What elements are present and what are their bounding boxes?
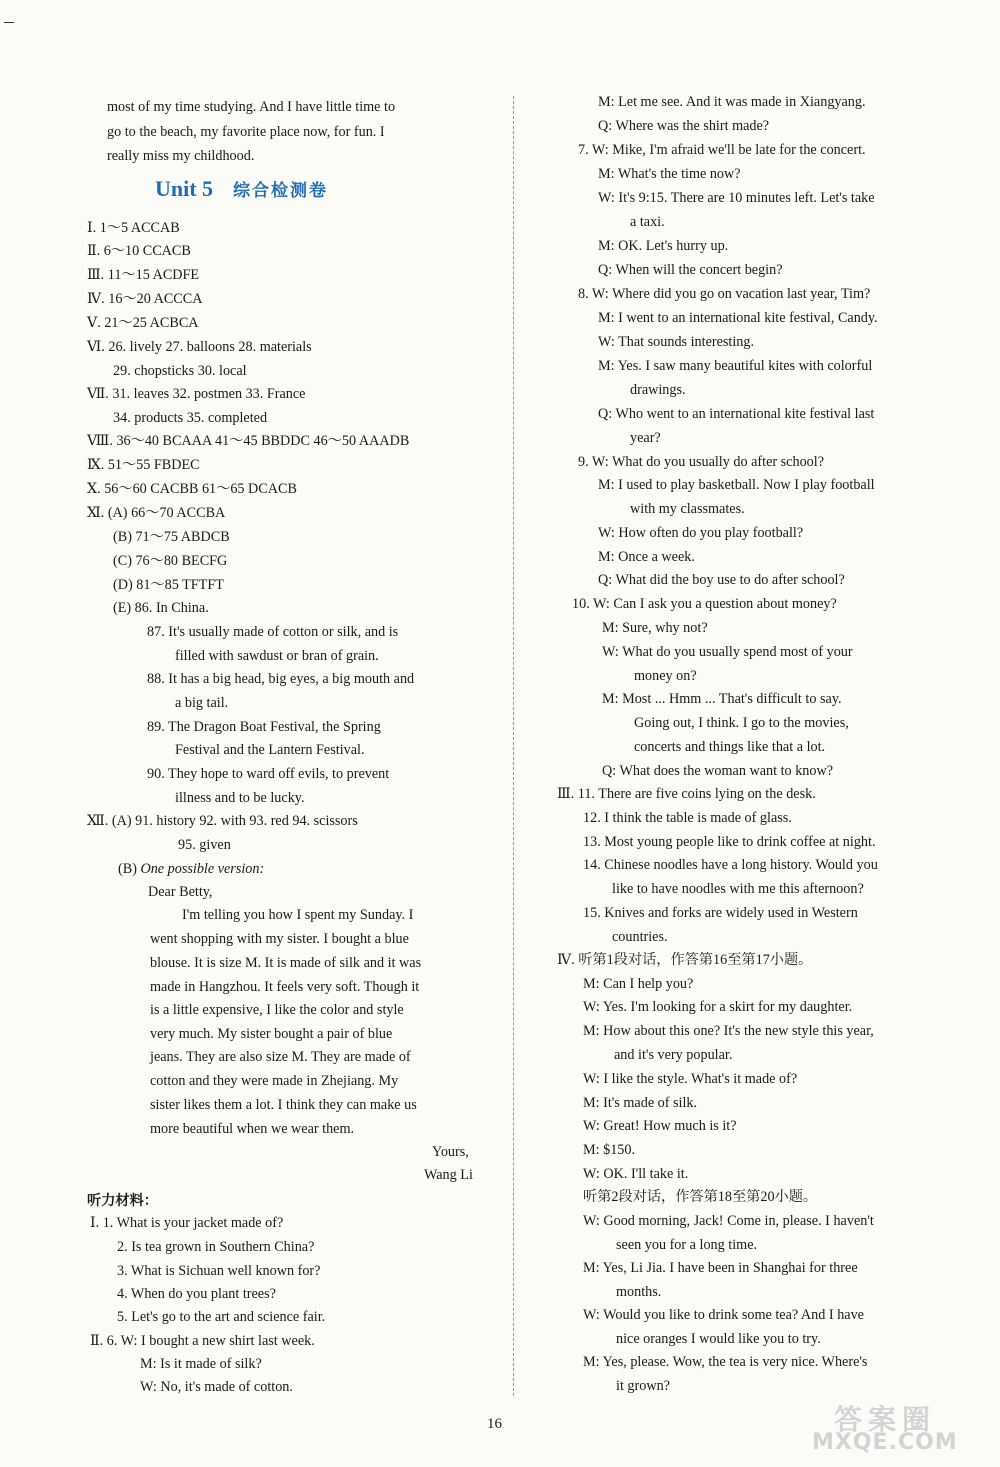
script-line: M: Yes, please. Wow, the tea is very nice. Where's: [583, 1354, 868, 1370]
script-line: W: That sounds interesting.: [598, 334, 755, 350]
letter-signature: Wang Li: [424, 1167, 473, 1183]
answer-line: 89. The Dragon Boat Festival, the Spring: [147, 719, 381, 735]
letter-line: very much. My sister bought a pair of blue: [150, 1026, 393, 1042]
script-line: Going out, I think. I go to the movies,: [634, 715, 849, 731]
watermark-logo-text: 答案圈: [834, 1403, 937, 1436]
answer-line: (E) 86. In China.: [113, 600, 209, 616]
letter-line: jeans. They are also size M. They are made of: [150, 1049, 411, 1065]
page-number: 16: [487, 1416, 502, 1432]
watermark-url: MXQE.COM: [812, 1430, 958, 1455]
answer-line: 87. It's usually made of cotton or silk, and is: [147, 624, 399, 640]
answer-line: Ⅺ. (A) 66～70 ACCBA: [87, 505, 226, 521]
script-line: W: What do you usually spend most of your: [602, 644, 853, 660]
listening-line: 3. What is Sichuan well known for?: [117, 1263, 321, 1279]
writing-part-label: (B): [118, 861, 141, 877]
answer-line: Ⅶ. 31. leaves 32. postmen 33. France: [87, 386, 306, 402]
listening-line: 2. Is tea grown in Southern China?: [117, 1239, 315, 1255]
script-line: 13. Most young people like to drink coffee at night.: [583, 834, 876, 850]
answer-line: illness and to be lucky.: [175, 790, 305, 806]
script-line: M: Most ... Hmm ... That's difficult to say.: [602, 691, 842, 707]
script-line: W: I like the style. What's it made of?: [583, 1071, 798, 1087]
script-line: 7. W: Mike, I'm afraid we'll be late for the concert.: [578, 142, 866, 158]
listening-line: 4. When do you plant trees?: [117, 1286, 276, 1302]
script-line: M: OK. Let's hurry up.: [598, 238, 729, 254]
script-line: 12. I think the table is made of glass.: [583, 810, 792, 826]
script-line: 14. Chinese noodles have a long history. Would you: [583, 857, 878, 873]
letter-line: I'm telling you how I spent my Sunday. I: [182, 907, 414, 923]
script-line: M: Yes. I saw many beautiful kites with colorful: [598, 358, 873, 374]
answer-line: (C) 76～80 BECFG: [113, 553, 228, 569]
script-line: M: It's made of silk.: [583, 1095, 698, 1111]
script-line: it grown?: [616, 1378, 670, 1394]
script-line: drawings.: [630, 382, 686, 398]
script-line: W: Yes. I'm looking for a skirt for my daughter.: [583, 999, 853, 1015]
script-line: M: I went to an international kite festival, Candy.: [598, 310, 878, 326]
intro-line: most of my time studying. And I have little time to: [107, 99, 396, 115]
answer-line: Ⅷ. 36～40 BCAAA 41～45 BBDDC 46～50 AAADB: [87, 433, 410, 449]
answer-line: 29. chopsticks 30. local: [113, 363, 247, 379]
answer-line: Ⅹ. 56～60 CACBB 61～65 DCACB: [87, 481, 297, 497]
unit-title: Unit 5: [155, 176, 214, 201]
script-line: W: Great! How much is it?: [583, 1118, 737, 1134]
answer-line: a big tail.: [175, 695, 229, 711]
answer-line: Ⅵ. 26. lively 27. balloons 28. materials: [87, 339, 312, 355]
listening-line: 5. Let's go to the art and science fair.: [117, 1309, 326, 1325]
script-line: Q: Who went to an international kite festival last: [598, 406, 875, 422]
script-line: M: Yes, Li Jia. I have been in Shanghai for three: [583, 1260, 858, 1276]
answer-line: Ⅲ. 11～15 ACDFE: [87, 267, 200, 283]
listening-line: Ⅰ. 1. What is your jacket made of?: [90, 1215, 284, 1231]
script-line: months.: [616, 1284, 662, 1300]
watermark: [812, 1398, 992, 1458]
answer-line: (D) 81～85 TFTFT: [113, 577, 224, 593]
script-line: 15. Knives and forks are widely used in Western: [583, 905, 858, 921]
unit-subtitle: 综合检测卷: [233, 181, 329, 200]
letter-closing: Yours,: [432, 1144, 469, 1160]
script-line: 8. W: Where did you go on vacation last year, Tim?: [578, 286, 871, 302]
answer-line: (B) 71～75 ABDCB: [113, 529, 230, 545]
answer-line: 88. It has a big head, big eyes, a big mouth and: [147, 671, 415, 687]
script-line: M: I used to play basketball. Now I play football: [598, 477, 875, 493]
answer-line: 34. products 35. completed: [113, 410, 268, 426]
script-line: Ⅲ. 11. There are five coins lying on the desk.: [557, 786, 816, 802]
letter-line: more beautiful when we wear them.: [150, 1121, 355, 1137]
answer-line: Ⅻ. (A) 91. history 92. with 93. red 94. scissors: [87, 813, 358, 829]
script-line: 10. W: Can I ask you a question about money?: [572, 596, 837, 612]
writing-label: [118, 860, 264, 878]
letter-line: is a little expensive, I like the color and style: [150, 1002, 404, 1018]
answer-line: Ⅳ. 16～20 ACCCA: [87, 291, 203, 307]
script-line: W: Would you like to drink some tea? And I have: [583, 1307, 864, 1323]
script-line: M: Once a week.: [598, 549, 695, 565]
script-line: Q: When will the concert begin?: [598, 262, 783, 278]
script-line: and it's very popular.: [614, 1047, 733, 1063]
unit-heading: [155, 176, 455, 208]
column-divider: [513, 96, 515, 1396]
script-line: with my classmates.: [630, 501, 745, 517]
answer-line: filled with sawdust or bran of grain.: [175, 648, 379, 664]
script-line: Q: What does the woman want to know?: [602, 763, 834, 779]
script-line: seen you for a long time.: [616, 1237, 758, 1253]
corner-mark: [4, 22, 14, 23]
listening-line: W: No, it's made of cotton.: [140, 1379, 293, 1395]
script-line: W: It's 9:15. There are 10 minutes left. Let's take: [598, 190, 875, 206]
script-line: M: Can I help you?: [583, 976, 694, 992]
listening-line: Ⅱ. 6. W: I bought a new shirt last week.: [90, 1333, 315, 1349]
script-line: like to have noodles with me this afternoon?: [612, 881, 864, 897]
script-line: concerts and things like that a lot.: [634, 739, 826, 755]
listening-line: M: Is it made of silk?: [140, 1356, 262, 1372]
script-line: 9. W: What do you usually do after school?: [578, 454, 824, 470]
letter-line: cotton and they were made in Zhejiang. My: [150, 1073, 399, 1089]
answer-line: Ⅸ. 51～55 FBDEC: [87, 457, 200, 473]
script-line: Q: What did the boy use to do after school?: [598, 572, 845, 588]
answer-line: 95. given: [178, 837, 231, 853]
letter-line: sister likes them a lot. I think they can make us: [150, 1097, 417, 1113]
letter-line: blouse. It is size M. It is made of silk and it was: [150, 955, 422, 971]
answer-line: Ⅴ. 21～25 ACBCA: [87, 315, 199, 331]
script-line: W: Good morning, Jack! Come in, please. I haven't: [583, 1213, 874, 1229]
answer-line: Ⅰ. 1～5 ACCAB: [87, 220, 180, 236]
answer-line: Ⅱ. 6～10 CCACB: [87, 243, 191, 259]
script-line: money on?: [634, 668, 697, 684]
script-line: Ⅳ. 听第1段对话，作答第16至第17小题。: [557, 952, 813, 968]
answer-line: Festival and the Lantern Festival.: [175, 742, 365, 758]
script-line: W: How often do you play football?: [598, 525, 804, 541]
script-line: W: OK. I'll take it.: [583, 1166, 689, 1182]
script-line: 听第2段对话，作答第18至第20小题。: [583, 1189, 818, 1205]
script-line: M: How about this one? It's the new style this year,: [583, 1023, 874, 1039]
script-line: Q: Where was the shirt made?: [598, 118, 770, 134]
script-line: nice oranges I would like you to try.: [616, 1331, 821, 1347]
script-line: year?: [630, 430, 661, 446]
script-line: M: What's the time now?: [598, 166, 741, 182]
intro-line: really miss my childhood.: [107, 148, 255, 164]
script-line: countries.: [612, 929, 668, 945]
letter-line: made in Hangzhou. It feels very soft. Though it: [150, 979, 420, 995]
script-line: a taxi.: [630, 214, 665, 230]
script-line: M: Let me see. And it was made in Xiangyang.: [598, 94, 866, 110]
writing-version-label: One possible version:: [140, 861, 265, 877]
letter-greeting: Dear Betty,: [148, 884, 213, 900]
script-line: M: $150.: [583, 1142, 636, 1158]
intro-line: go to the beach, my favorite place now, for fun. I: [107, 124, 385, 140]
listening-heading: 听力材料：: [87, 1193, 158, 1209]
answer-line: 90. They hope to ward off evils, to prevent: [147, 766, 390, 782]
script-line: M: Sure, why not?: [602, 620, 708, 636]
letter-line: went shopping with my sister. I bought a blue: [150, 931, 409, 947]
